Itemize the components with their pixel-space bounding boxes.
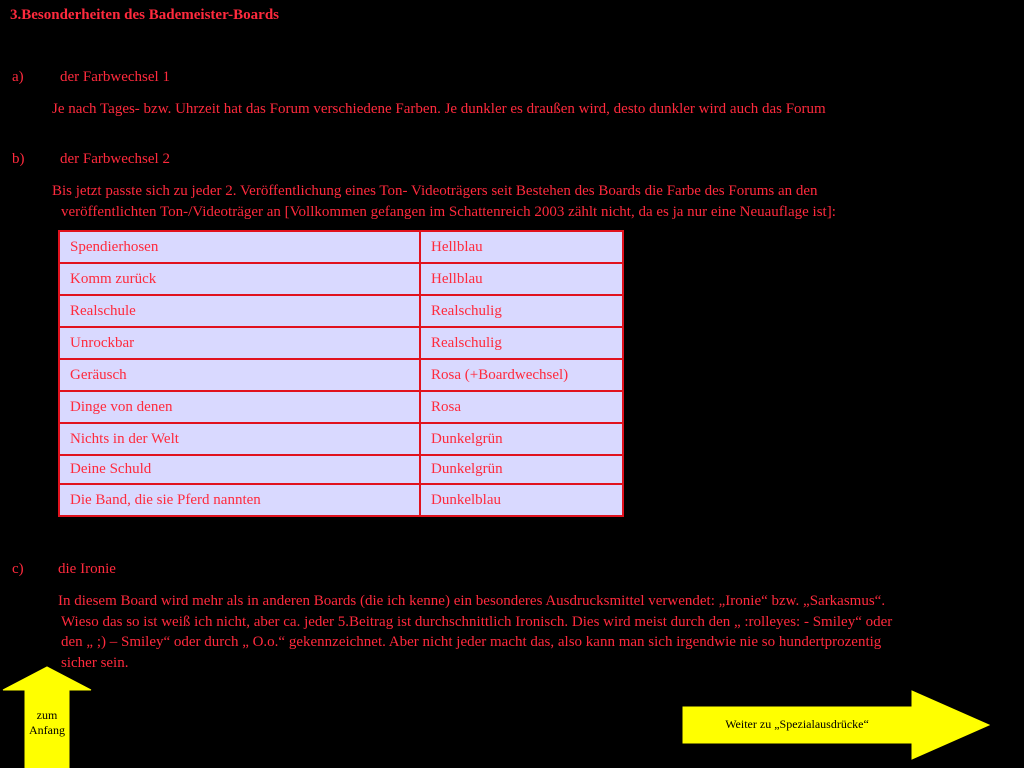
table-cell-color: Dunkelblau [420, 484, 623, 516]
table-cell-release: Geräusch [59, 359, 420, 391]
table-row [59, 455, 623, 484]
table-cell-release: Komm zurück [59, 263, 420, 295]
section-c-text [58, 591, 892, 673]
section-c-title: die Ironie [58, 561, 116, 577]
table-row [59, 423, 623, 455]
table-cell-release: Deine Schuld [59, 455, 420, 484]
color-table [58, 230, 624, 517]
table-cell-release: Unrockbar [59, 327, 420, 359]
table-row [59, 295, 623, 327]
table-cell-release: Spendierhosen [59, 231, 420, 263]
section-c-line: In diesem Board wird mehr als in anderen Boards (die ich kenne) ein besonderes Ausdrucksmittel verwendet: „Ironie“ bzw. „Sarkasmus“. [58, 593, 886, 609]
table-cell-release: Die Band, die sie Pferd nannten [59, 484, 420, 516]
section-c-marker: c) [12, 561, 24, 577]
table-cell-color: Realschulig [420, 295, 623, 327]
page-title: 3.Besonderheiten des Bademeister-Boards [10, 7, 280, 23]
table-cell-release: Nichts in der Welt [59, 423, 420, 455]
table-cell-color: Dunkelgrün [420, 423, 623, 455]
table-cell-color: Dunkelgrün [420, 455, 623, 484]
back-to-start-button[interactable] [2, 666, 92, 768]
section-a-marker: a) [12, 69, 24, 85]
section-b-title: der Farbwechsel 2 [60, 151, 170, 167]
section-c-line: den „ ;) – Smiley“ oder durch „ O.o.“ gekennzeichnet. Aber nicht jeder macht das, also kann man sich irgendwie nie so hundertprozentig [61, 634, 882, 650]
back-to-start-label: zum Anfang [29, 708, 65, 737]
table-cell-release: Realschule [59, 295, 420, 327]
section-a-title: der Farbwechsel 1 [60, 69, 170, 85]
next-spezialausdruecke-button[interactable] [682, 690, 990, 760]
table-row [59, 484, 623, 516]
section-b-heading [12, 151, 170, 168]
table-cell-color: Rosa [420, 391, 623, 423]
section-a-line: Je nach Tages- bzw. Uhrzeit hat das Forum verschiedene Farben. Je dunkler es draußen wird, desto dunkler wird auch das Forum [52, 101, 826, 117]
table-row [59, 391, 623, 423]
table-row [59, 359, 623, 391]
next-label: Weiter zu „Spezialausdrücke“ [725, 717, 869, 731]
table-row [59, 327, 623, 359]
table-cell-color: Rosa (+Boardwechsel) [420, 359, 623, 391]
table-cell-color: Realschulig [420, 327, 623, 359]
section-c-line: Wieso das so ist weiß ich nicht, aber ca. jeder 5.Beitrag ist durchschnittlich Ironisch. Dies wird meist durch den „ :rolleyes: - Smiley“ oder [61, 613, 893, 630]
section-b-marker: b) [12, 151, 25, 167]
section-c-line: sicher sein. [61, 654, 129, 671]
section-b-text [52, 181, 836, 222]
table-cell-color: Hellblau [420, 263, 623, 295]
section-c-heading [12, 561, 116, 578]
table-row [59, 263, 623, 295]
section-b-line: veröffentlichten Ton-/Videoträger an [Vollkommen gefangen im Schattenreich 2003 zählt nicht, da es ja nur eine Neuauflage ist]: [61, 203, 836, 220]
section-b-line: Bis jetzt passte sich zu jeder 2. Veröffentlichung eines Ton- Videoträgers seit Bestehen des Boards die Farbe des Forums an den [52, 183, 818, 199]
table-row [59, 231, 623, 263]
table-cell-color: Hellblau [420, 231, 623, 263]
section-a-text [52, 99, 826, 120]
table-cell-release: Dinge von denen [59, 391, 420, 423]
section-a-heading [12, 69, 170, 86]
